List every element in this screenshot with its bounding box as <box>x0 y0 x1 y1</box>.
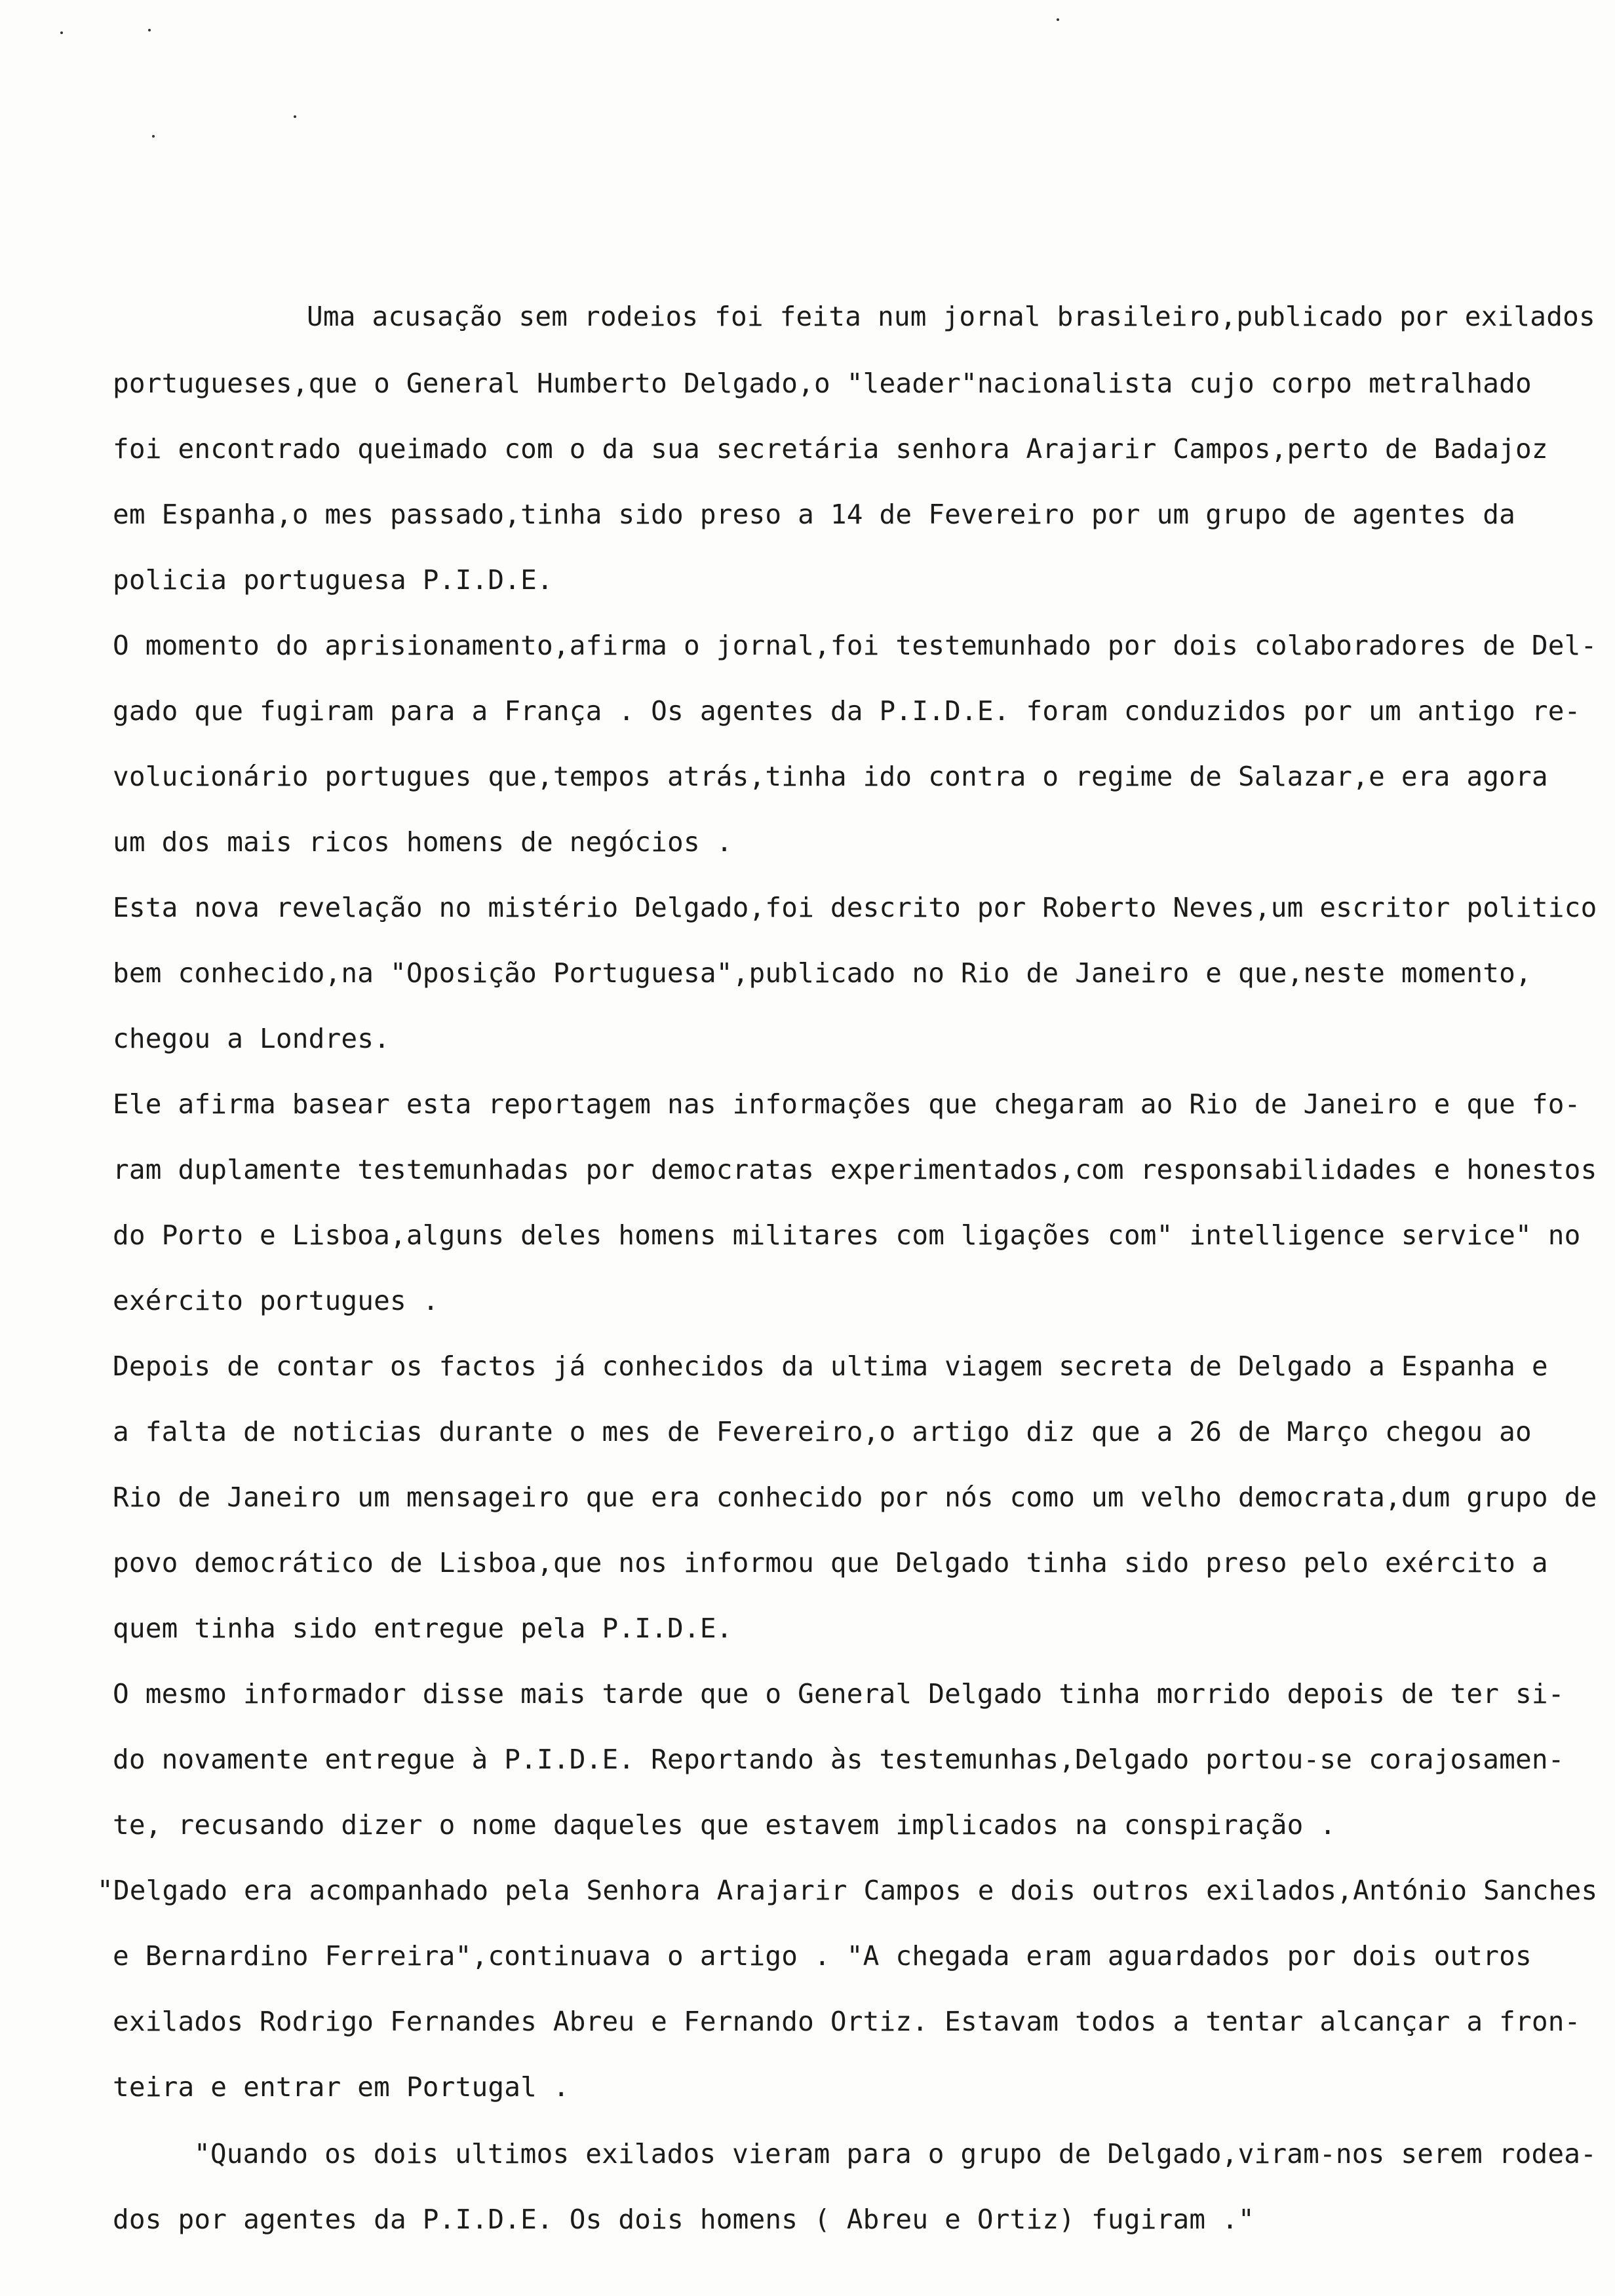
text-line: exilados Rodrigo Fernandes Abreu e Fernando Ortiz. Estavam todos a tentar alcançar a fron- <box>113 2006 1581 2037</box>
text-line: "Quando os dois ultimos exilados vieram para o grupo de Delgado,viram-nos serem rodea- <box>194 2138 1597 2170</box>
text-line: exército portugues . <box>113 1285 439 1316</box>
text-line: em Espanha,o mes passado,tinha sido preso a 14 de Fevereiro por um grupo de agentes da <box>113 499 1516 530</box>
text-line: te, recusando dizer o nome daqueles que estavem implicados na conspiração . <box>113 1809 1336 1841</box>
ink-speck <box>294 115 296 118</box>
text-line: portugueses,que o General Humberto Delgado,o "leader"nacionalista cujo corpo metralhado <box>113 368 1532 399</box>
ink-speck <box>148 29 151 31</box>
text-line: ram duplamente testemunhadas por democratas experimentados,com responsabilidades e honestos <box>113 1154 1597 1185</box>
text-line: do Porto e Lisboa,alguns deles homens militares com ligações com" intelligence service" no <box>113 1219 1581 1251</box>
text-line: policia portuguesa P.I.D.E. <box>113 564 553 596</box>
text-line: Depois de contar os factos já conhecidos da ultima viagem secreta de Delgado a Espanha e <box>113 1350 1548 1382</box>
text-line: dos por agentes da P.I.D.E. Os dois homens ( Abreu e Ortiz) fugiram ." <box>113 2204 1255 2235</box>
ink-speck <box>1057 18 1059 21</box>
text-line: bem conhecido,na "Oposição Portuguesa",publicado no Rio de Janeiro e que,neste momento, <box>113 957 1532 989</box>
text-line: chegou a Londres. <box>113 1023 391 1054</box>
text-line: quem tinha sido entregue pela P.I.D.E. <box>113 1613 733 1644</box>
text-line: a falta de noticias durante o mes de Fevereiro,o artigo diz que a 26 de Março chegou ao <box>113 1416 1532 1447</box>
text-line: um dos mais ricos homens de negócios . <box>113 826 733 858</box>
text-line: foi encontrado queimado com o da sua secretária senhora Arajarir Campos,perto de Badajoz <box>113 433 1548 465</box>
text-line: Uma acusação sem rodeios foi feita num jornal brasileiro,publicado por exilados <box>307 301 1595 332</box>
text-line: O momento do aprisionamento,afirma o jornal,foi testemunhado por dois colaboradores de Del- <box>113 630 1597 661</box>
text-line: gado que fugiram para a França . Os agentes da P.I.D.E. foram conduzidos por um antigo re- <box>113 695 1581 727</box>
text-line: "Delgado era acompanhado pela Senhora Arajarir Campos e dois outros exilados,António Sanches <box>97 1875 1598 1906</box>
text-line: Rio de Janeiro um mensageiro que era conhecido por nós como um velho democrata,dum grupo de <box>113 1482 1597 1513</box>
text-line: Esta nova revelação no mistério Delgado,foi descrito por Roberto Neves,um escritor politico <box>113 892 1597 923</box>
text-line: volucionário portugues que,tempos atrás,tinha ido contra o regime de Salazar,e era agora <box>113 761 1548 792</box>
ink-speck <box>152 135 155 138</box>
ink-speck <box>60 31 63 34</box>
text-line: do novamente entregue à P.I.D.E. Reportando às testemunhas,Delgado portou-se corajosamen- <box>113 1744 1565 1775</box>
text-line: teira e entrar em Portugal . <box>113 2071 570 2103</box>
text-line: Ele afirma basear esta reportagem nas informações que chegaram ao Rio de Janeiro e que fo- <box>113 1088 1581 1120</box>
text-line: O mesmo informador disse mais tarde que o General Delgado tinha morrido depois de ter si- <box>113 1678 1565 1710</box>
text-line: e Bernardino Ferreira",continuava o artigo . "A chegada eram aguardados por dois outros <box>113 1940 1532 1972</box>
text-line: povo democrático de Lisboa,que nos informou que Delgado tinha sido preso pelo exército a <box>113 1547 1548 1578</box>
